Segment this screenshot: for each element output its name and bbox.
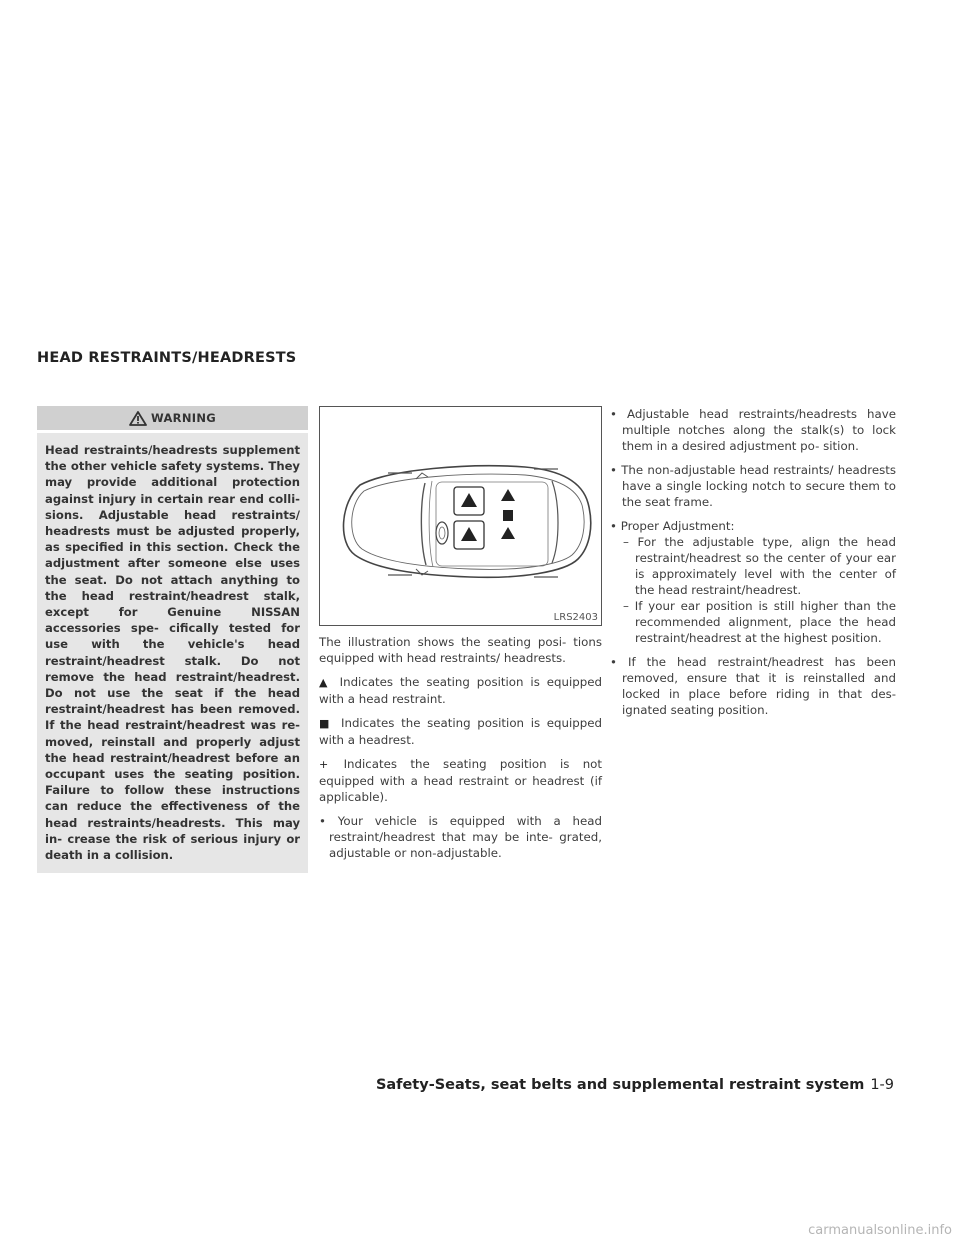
- list-item: • Your vehicle is equipped with a head restraint/headrest that may be inte- grated, adjustable or non-adjustable.: [319, 814, 602, 860]
- warning-box: [37, 406, 308, 873]
- plus-legend: [319, 756, 602, 805]
- square-legend: [319, 715, 602, 748]
- sub-list: [610, 534, 896, 646]
- list-item: • Proper Adjustment:: [610, 519, 735, 533]
- warning-header: [37, 406, 308, 430]
- plus-legend-text: Indicates the seating position is not equipped with a head restraint or headrest (if applicable).: [319, 757, 603, 804]
- triangle-legend-text: Indicates the seating position is equipped with a head restraint.: [319, 675, 603, 706]
- plus-icon: +: [319, 758, 329, 771]
- list-item: • The non-adjustable head restraints/ headrests have a single locking notch to secure them to the seat frame.: [610, 463, 896, 509]
- section-heading: HEAD RESTRAINTS/HEADRESTS: [37, 350, 297, 366]
- list-item: • If the head restraint/headrest has been removed, ensure that it is reinstalled and locked in place before riding in that des- ignated seating position.: [610, 655, 896, 717]
- page-number: 1-9: [870, 1077, 894, 1093]
- page-footer: [376, 1077, 894, 1093]
- warning-triangle-icon: [129, 411, 147, 426]
- square-icon: ■: [319, 717, 333, 730]
- sub-list-item: – For the adjustable type, align the head restraint/headrest so the center of your ear is approximately level with the center of the head restraint/headrest.: [623, 535, 896, 597]
- triangle-icon: ▲: [319, 676, 331, 689]
- warning-text: Head restraints/headrests supplement the other vehicle safety systems. They may provide additional protection against injury in certain rear end colli- sions. Adjustable head restraints/ headrests must be adjusted properly, as specified in this section. Check the adjustment after someone else uses the seat. Do not attach anything to the head restraint/headrest stalk, except for Genuine NISSAN accessories spe- cifically tested for use with the vehicle's head restraint/headrest stalk. Do not remove the head restraint/headrest. Do not use the seat if the head restraint/headrest has been removed. If the head restraint/headrest was re- moved, reinstall and properly adjust the head restraint/headrest before an occupant uses the seating position. Failure to follow these instructions can reduce the effectiveness of the head restraints/headrests. This may in- crease the risk of serious injury or death in a collision.: [37, 433, 308, 873]
- list-item: • Adjustable head restraints/headrests have multiple notches along the stalk(s) to lock them in a desired adjustment po- sition.: [610, 407, 896, 453]
- warning-label: WARNING: [151, 411, 216, 425]
- sub-list-item: – If your ear position is still higher than the recommended alignment, place the head restraint/headrest at the highest position.: [623, 599, 896, 645]
- square-legend-text: Indicates the seating position is equipped with a headrest.: [319, 716, 602, 747]
- middle-column: [319, 634, 602, 869]
- watermark: carmanualsonline.info: [808, 1223, 952, 1238]
- vehicle-top-view-icon: [320, 407, 601, 625]
- footer-title: Safety-Seats, seat belts and supplemental restraint system: [375, 1077, 865, 1093]
- seating-illustration: [319, 406, 602, 626]
- figure-code: LRS2403: [553, 612, 598, 623]
- intro-paragraph: The illustration shows the seating posi- tions equipped with head restraints/ headrests.: [319, 635, 602, 665]
- right-column: [610, 406, 896, 726]
- triangle-legend: [319, 674, 602, 707]
